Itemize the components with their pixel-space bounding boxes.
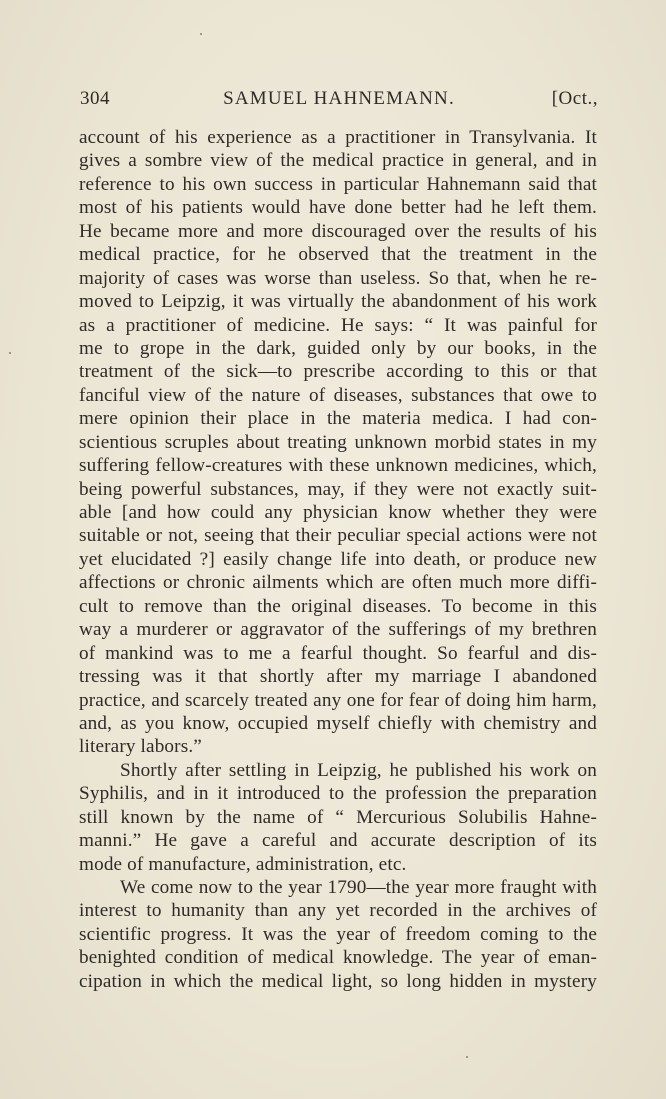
header-date: [Oct., (551, 88, 598, 109)
text-line: practice, and scarcely treated any one for fear of doing him harm, (79, 689, 597, 711)
text-line: benighted condition of medical knowledge. The year of eman- (79, 947, 597, 969)
body-text (79, 126, 597, 993)
paper-speck (200, 33, 202, 35)
text-line: scientific progress. It was the year of freedom coming to the (79, 923, 597, 945)
text-line: gives a sombre view of the medical practice in general, and in (79, 150, 597, 172)
text-line: tressing was it that shortly after my marriage I abandoned (79, 666, 597, 688)
text-line: of mankind was to me a fearful thought. So fearful and dis- (79, 642, 597, 664)
text-line: account of his experience as a practitioner in Transylvania. It (79, 127, 597, 148)
text-line: still known by the name of “ Mercurious Solubilis Hahne- (79, 806, 597, 828)
text-line: and, as you know, occupied myself chiefly with chemistry and (79, 712, 597, 734)
text-line: He became more and more discouraged over the results of his (79, 220, 597, 242)
text-line: me to grope in the dark, guided only by our books, in the (79, 337, 597, 359)
paper-speck (9, 352, 11, 354)
text-line: moved to Leipzig, it was virtually the abandonment of his work (79, 291, 597, 313)
paragraph-end-line: mode of manufacture, administration, etc. (79, 853, 407, 875)
text-line: most of his patients would have done better had he left them. (79, 197, 597, 219)
text-line: interest to humanity than any yet recorded in the archives of (79, 900, 597, 922)
text-line: scientious scruples about treating unknown morbid states in my (79, 431, 597, 453)
page-header (80, 88, 598, 116)
text-line: mere opinion their place in the materia medica. I had con- (79, 408, 597, 430)
text-line: fanciful view of the nature of diseases, substances that owe to (79, 384, 597, 406)
text-line: medical practice, for he observed that the treatment in the (79, 244, 597, 266)
paragraph-end-line: literary labors.” (79, 736, 202, 758)
paragraph-start-line: We come now to the year 1790—the year more fraught with (120, 877, 597, 898)
paper-speck (466, 1056, 468, 1058)
text-line: affections or chronic ailments which are often much more diffi- (79, 572, 597, 594)
text-line: manni.” He gave a careful and accurate description of its (79, 830, 597, 852)
text-line: being powerful substances, may, if they were not exactly suit- (79, 478, 597, 500)
text-line: suitable or not, seeing that their peculiar special actions were not (79, 525, 597, 547)
text-line: reference to his own success in particular Hahnemann said that (79, 173, 597, 195)
running-title: SAMUEL HAHNEMANN. (223, 88, 455, 109)
text-line: as a practitioner of medicine. He says: “ It was painful for (79, 314, 597, 336)
text-line: able [and how could any physician know whether they were (79, 502, 597, 523)
text-line: Syphilis, and in it introduced to the profession the preparation (79, 783, 597, 805)
text-line: way a murderer or aggravator of the sufferings of my brethren (79, 619, 597, 641)
text-line: cult to remove than the original diseases. To become in this (79, 595, 597, 617)
text-line: cipation in which the medical light, so long hidden in mystery (79, 970, 597, 992)
text-line: yet elucidated ?] easily change life into death, or produce new (79, 548, 597, 570)
text-line: treatment of the sick—to prescribe according to this or that (79, 361, 597, 383)
page-number: 304 (80, 88, 110, 109)
text-line: majority of cases was worse than useless. So that, when he re- (79, 267, 597, 289)
paragraph-start-line: Shortly after settling in Leipzig, he published his work on (120, 759, 597, 781)
text-line: suffering fellow-creatures with these unknown medicines, which, (79, 455, 597, 477)
